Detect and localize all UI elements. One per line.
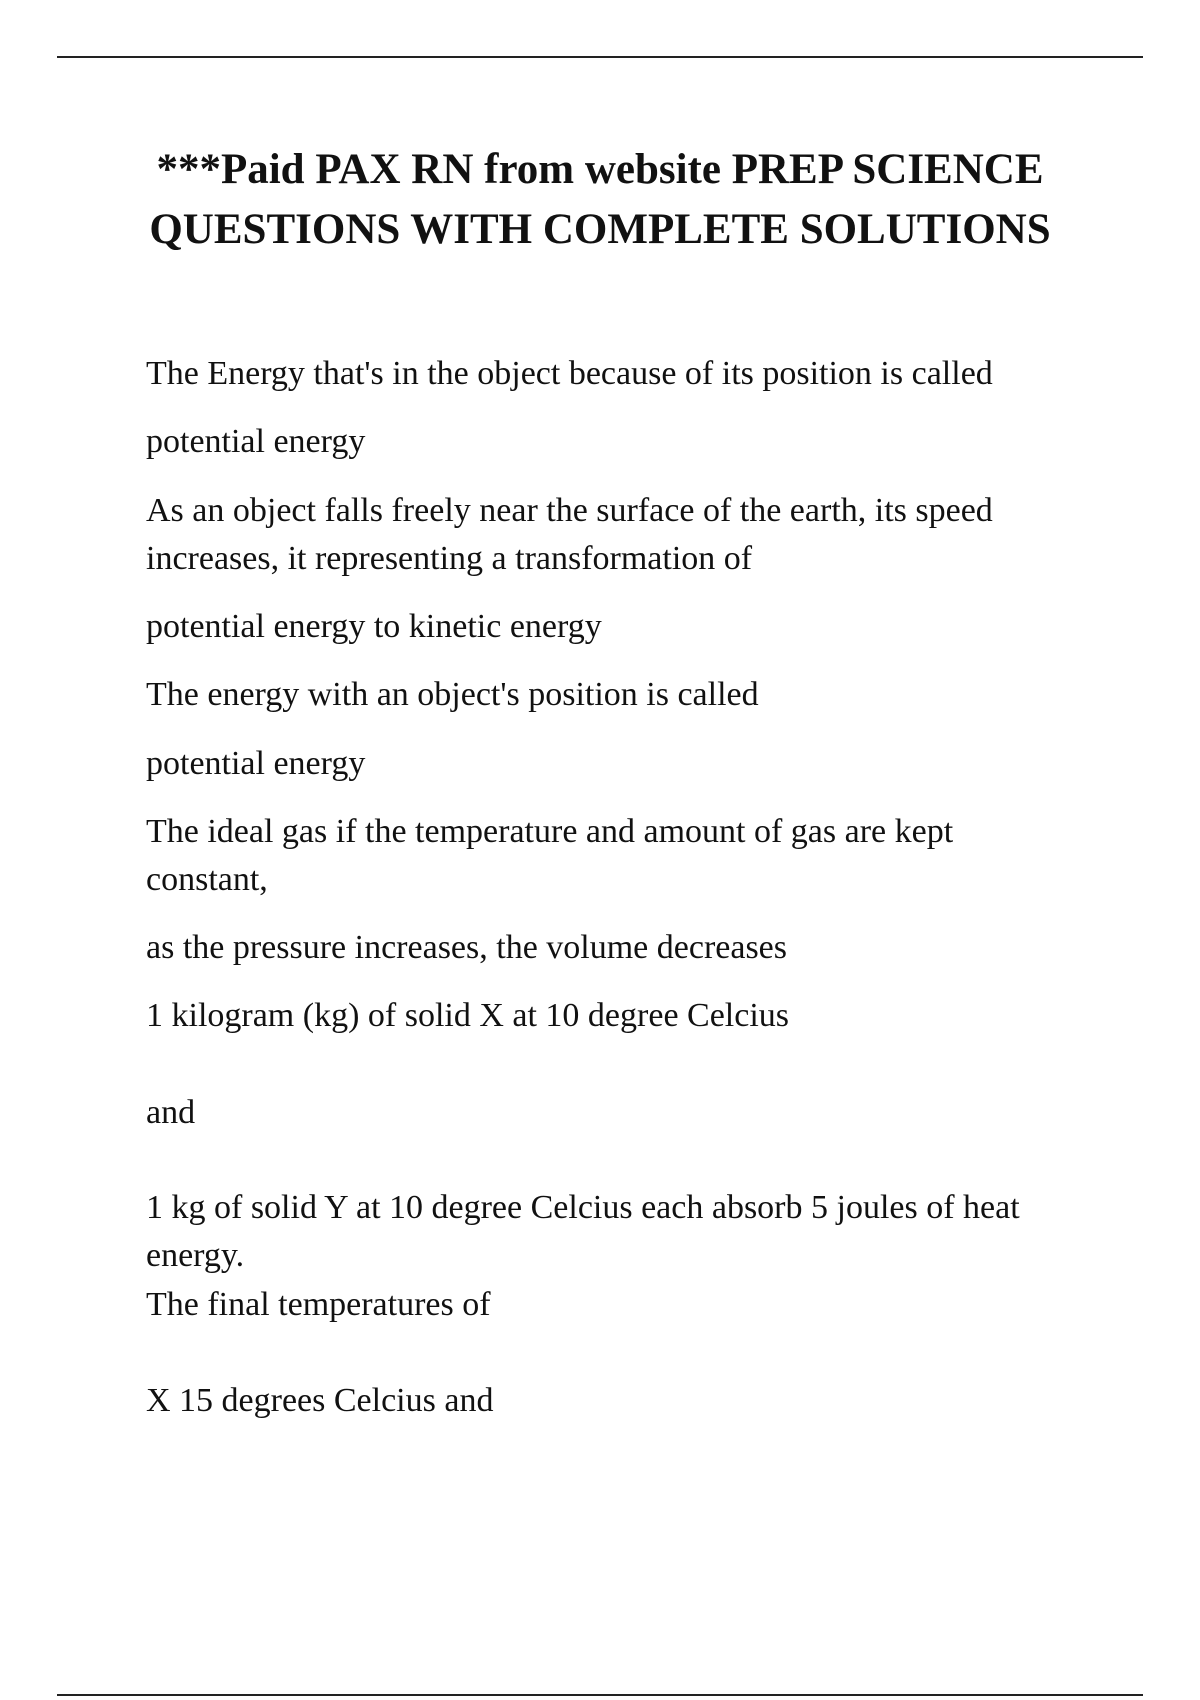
question-5-text-line-2: and (146, 1094, 196, 1131)
question-2-text-line-1: As an object falls freely near the surface of the earth, its speed (146, 492, 993, 529)
answer-3-text: potential energy (146, 745, 366, 782)
answer-4-text: as the pressure increases, the volume decreases (146, 929, 788, 966)
bottom-rule (57, 1694, 1143, 1696)
question-5-text-line-4: energy. (146, 1237, 245, 1274)
question-4-text-line-1: The ideal gas if the temperature and amount of gas are kept (146, 813, 954, 850)
answer-1-text: potential energy (146, 423, 366, 460)
question-1-text: The Energy that's in the object because of its position is called (146, 355, 993, 392)
title-line-2: QUESTIONS WITH COMPLETE SOLUTIONS (149, 206, 1051, 253)
question-5-text-line-5: The final temperatures of (146, 1286, 491, 1323)
question-2-text-line-2: increases, it representing a transformation of (146, 540, 753, 577)
answer-5-text: X 15 degrees Celcius and (146, 1382, 494, 1419)
answer-2-text: potential energy to kinetic energy (146, 608, 602, 645)
question-5-text-line-3: 1 kg of solid Y at 10 degree Celcius each absorb 5 joules of heat (146, 1189, 1020, 1226)
question-5-text-line-1: 1 kilogram (kg) of solid X at 10 degree Celcius (146, 997, 790, 1034)
question-4-text-line-2: constant, (146, 861, 268, 898)
question-3-text: The energy with an object's position is called (146, 676, 759, 713)
top-rule (57, 56, 1143, 58)
title-line-1: ***Paid PAX RN from website PREP SCIENCE (156, 146, 1044, 193)
document-title (57, 140, 1143, 260)
